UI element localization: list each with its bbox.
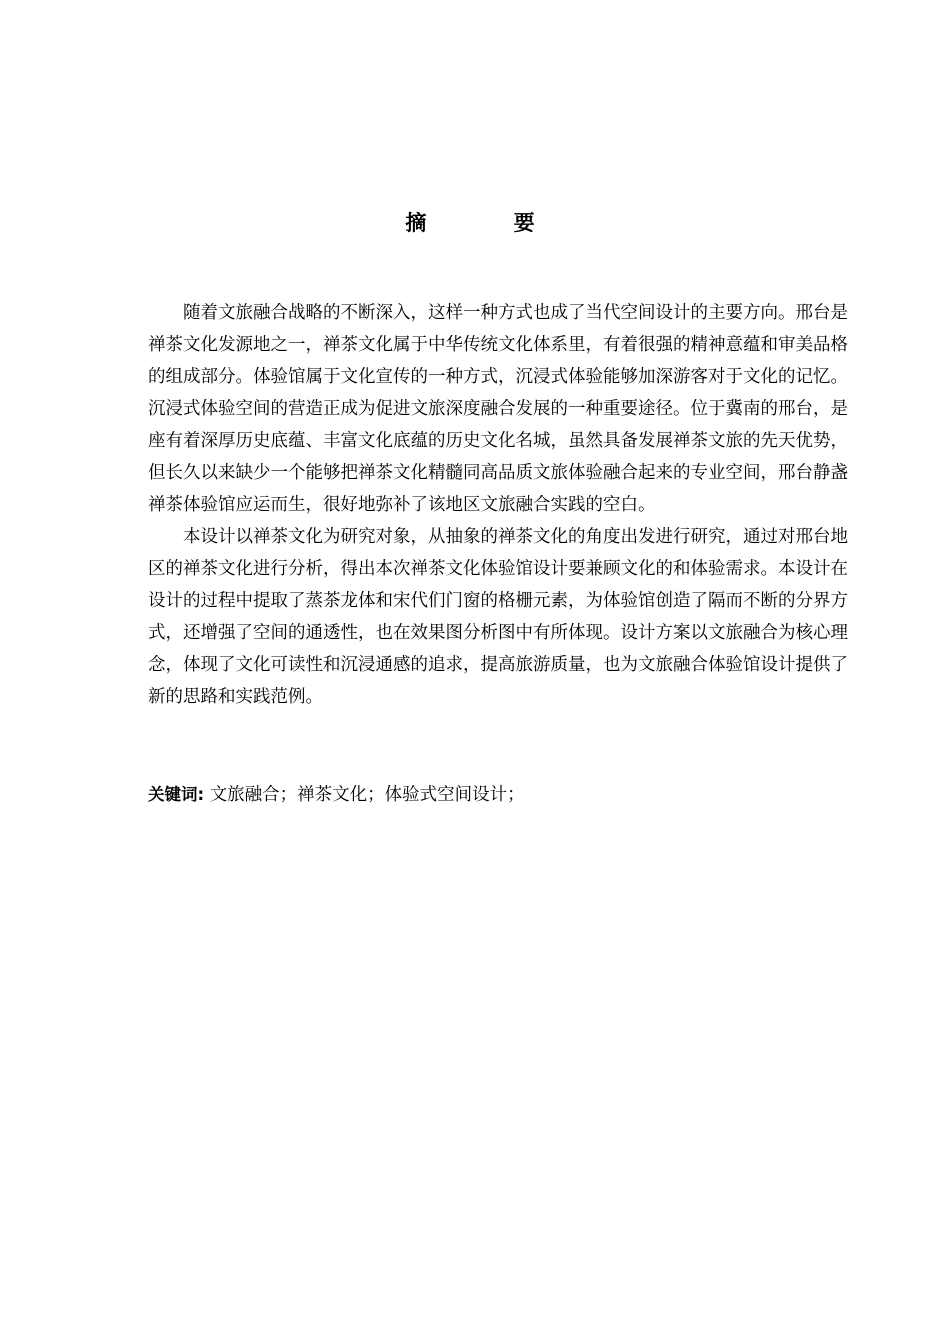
abstract-paragraph-1: 随着文旅融合战略的不断深入，这样一种方式也成了当代空间设计的主要方向。邢台是禅茶文化发源地之一，禅茶文化属于中华传统文化体系里，有着很强的精神意蕴和审美品格的组成部分。体验馆属于文化宣传的一种方式，沉浸式体验能够加深游客对于文化的记忆。沉浸式体验空间的营造正成为促进文旅深度融合发展的一种重要途径。位于冀南的邢台，是座有着深厚历史底蕴、丰富文化底蕴的历史文化名城，虽然具备发展禅茶文旅的先天优势，但长久以来缺少一个能够把禅茶文化精髓同高品质文旅体验融合起来的专业空间，邢台静盏禅茶体验馆应运而生，很好地弥补了该地区文旅融合实践的空白。 <box>148 303 848 515</box>
abstract-paragraph-2: 本设计以禅茶文化为研究对象，从抽象的禅茶文化的角度出发进行研究，通过对邢台地区的禅茶文化进行分析，得出本次禅茶文化体验馆设计要兼顾文化的和体验需求。本设计在设计的过程中提取了蒸茶龙体和宋代们门窗的格栅元素，为体验馆创造了隔而不断的分界方式，还增强了空间的通透性，也在效果图分析图中有所体现。设计方案以文旅融合为核心理念，体现了文化可读性和沉浸通感的追求，提高旅游质量，也为文旅融合体验馆设计提供了新的思路和实践范例。 <box>148 527 848 707</box>
keywords-label: 关键词: <box>148 785 205 804</box>
keywords-line <box>148 779 848 811</box>
keywords-text: 文旅融合；禅茶文化；体验式空间设计； <box>209 785 525 805</box>
abstract-title: 摘 要 <box>405 211 575 235</box>
abstract-body <box>148 297 848 713</box>
